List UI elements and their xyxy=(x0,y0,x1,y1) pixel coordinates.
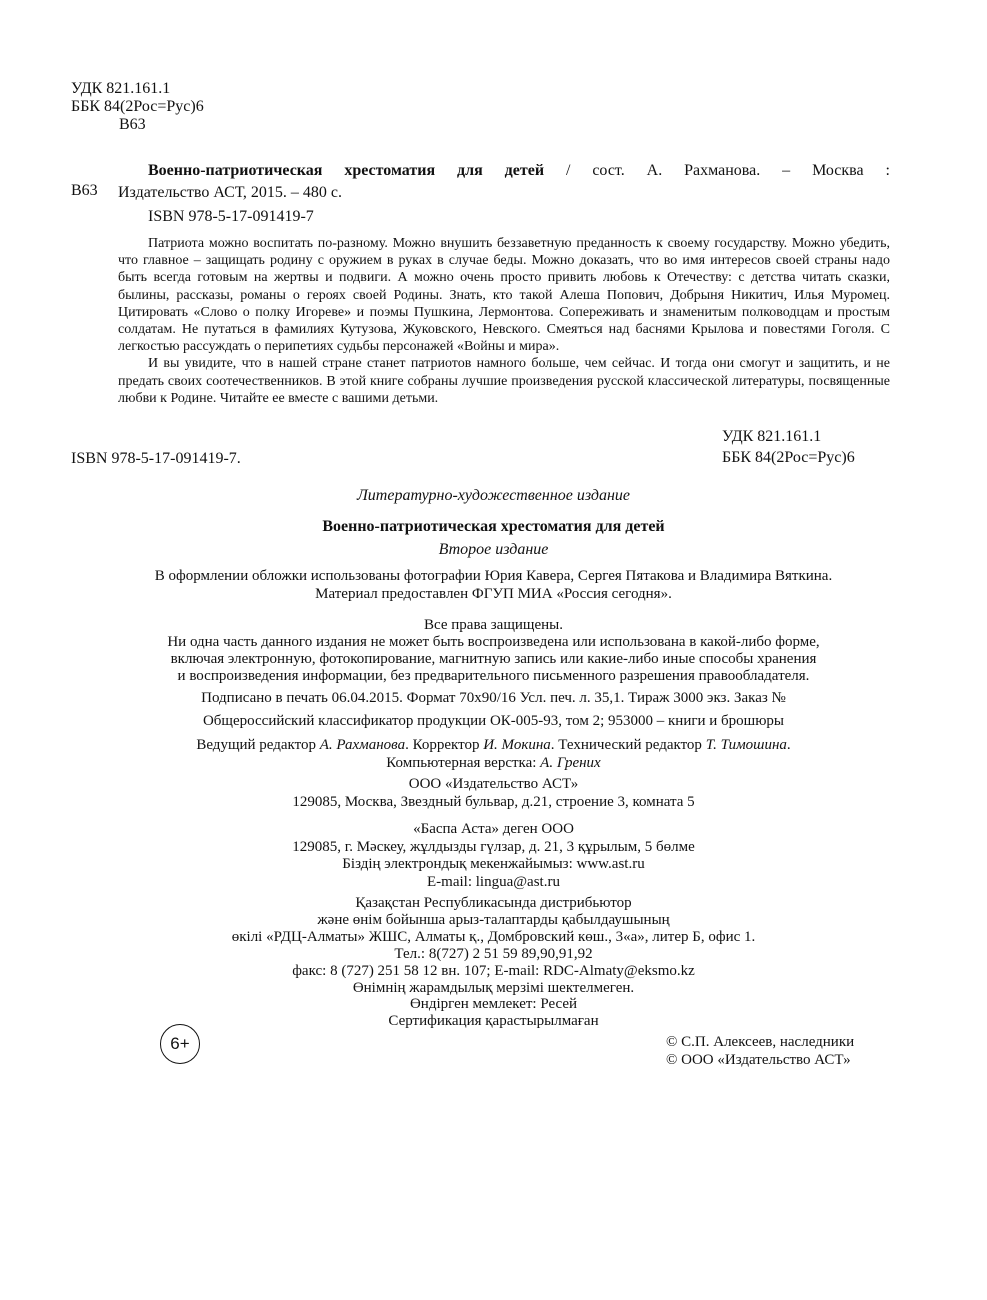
kz-publisher-line: Біздің электрондық мекенжайымыз: www.ast.ru xyxy=(342,856,645,872)
corrector-name: И. Мокина xyxy=(483,737,551,753)
bbk-code: ББК 84(2Рос=Рус)6 xyxy=(71,98,204,115)
kz-publisher xyxy=(0,821,987,891)
staff-line-layout: Компьютерная верстка: А. Грених xyxy=(386,755,601,771)
cover-note-line: Материал предоставлен ФГУП МИА «Россия сегодня». xyxy=(315,586,672,602)
rights-line: включая электронную, фотокопирование, магнитную запись или какие-либо иные способы хранения xyxy=(170,651,817,667)
edition-label: Второе издание xyxy=(438,541,549,558)
publisher-line: 129085, Москва, Звездный бульвар, д.21, строение 3, комната 5 xyxy=(292,794,695,810)
kz-publisher-line: E-mail: lingua@ast.ru xyxy=(427,873,560,890)
layout-name: А. Грених xyxy=(540,755,601,771)
record-code: В63 xyxy=(71,182,98,199)
publisher-address xyxy=(0,775,987,811)
cover-note-line: В оформлении обложки использованы фотографии Юрия Кавера, Сергея Пятакова и Владимира Вяткина. xyxy=(154,568,833,584)
author-code: В63 xyxy=(119,116,146,133)
footer-udk: УДК 821.161.1 xyxy=(722,428,822,445)
kz-distributor xyxy=(0,895,987,1030)
age-rating-badge xyxy=(160,1024,200,1064)
copyright-line: © ООО «Издательство АСТ» xyxy=(666,1052,851,1068)
tech-editor-name: Т. Тимошина xyxy=(705,737,787,753)
kz-distributor-line: өкілі «РДЦ-Алматы» ЖШС, Алматы қ., Домбровский көш., 3«а», литер Б, офис 1. xyxy=(231,928,756,945)
record-title-rest: / сост. А. Рахманова. – Москва : xyxy=(544,162,890,179)
print-info: Подписано в печать 06.04.2015. Формат 70x90/16 Усл. печ. л. 35,1. Тираж 3000 экз. Заказ № xyxy=(201,690,786,706)
classifier-info: Общероссийский классификатор продукции ОК-005-93, том 2; 953000 – книги и брошюры xyxy=(202,713,785,729)
rights-line: Все права защищены. xyxy=(424,617,563,633)
rights-notice xyxy=(0,617,987,685)
abstract-paragraph-2: И вы увидите, что в нашей стране станет патриотов намного больше, чем сейчас. И тогда они смогут и защитить, и не предать своих соотечественников. В этой книге собраны лучшие произведения русской классической литературы, посвященные любви к Родине. Читайте ее вместе с вашими детьми. xyxy=(118,356,890,406)
record-isbn: ISBN 978-5-17-091419-7 xyxy=(148,208,314,225)
kz-distributor-line: Қазақстан Республикасында дистрибьютор xyxy=(355,895,632,911)
record-title: Военно-патриотическая хрестоматия для детей xyxy=(148,162,545,179)
publisher-line: ООО «Издательство АСТ» xyxy=(408,776,579,792)
kz-distributor-line: Сертификация қарастырылмаған xyxy=(388,1013,599,1030)
age-rating-label: 6+ xyxy=(170,1034,190,1053)
copyright-block xyxy=(666,1033,854,1069)
abstract xyxy=(118,235,890,407)
bibliographic-record xyxy=(118,162,890,226)
lead-editor-name: А. Рахманова xyxy=(319,737,406,753)
footer-bbk: ББК 84(2Рос=Рус)6 xyxy=(722,449,855,466)
record-publisher-line: Издательство АСТ, 2015. – 480 с. xyxy=(118,184,343,201)
top-classification xyxy=(71,80,204,134)
kz-distributor-line: және өнім бойынша арыз-талаптарды қабылдаушының xyxy=(317,911,670,928)
genre-label: Литературно-художественное издание xyxy=(356,487,631,504)
kz-publisher-line: 129085, г. Мәскеу, жұлдызды гүлзар, д. 21, 3 құрылым, 5 бөлме xyxy=(292,838,695,855)
kz-distributor-line: Тел.: 8(727) 2 51 59 89,90,91,92 xyxy=(394,945,593,962)
rights-line: и воспроизведения информации, без предварительного письменного разрешения правообладателя. xyxy=(177,668,810,684)
udk-code: УДК 821.161.1 xyxy=(71,80,171,97)
staff-line-editors: Ведущий редактор А. Рахманова. Корректор И. Мокина. Технический редактор Т. Тимошина. xyxy=(196,737,791,753)
footer-classification xyxy=(722,428,855,467)
copyright-line: © С.П. Алексеев, наследники xyxy=(666,1034,855,1050)
kz-distributor-line: Өндірген мемлекет: Ресей xyxy=(409,996,578,1013)
cover-note xyxy=(0,567,987,603)
kz-distributor-line: Өнімнің жарамдылық мерзімі шектелмеген. xyxy=(352,979,635,996)
kz-distributor-line: факс: 8 (727) 251 58 12 вн. 107; E-mail: RDC-Almaty@eksmo.kz xyxy=(292,962,695,979)
staff-credits xyxy=(0,736,987,772)
imprint-title: Военно-патриотическая хрестоматия для детей xyxy=(322,518,665,535)
kz-publisher-line: «Баспа Аста» деген ООО xyxy=(413,821,574,837)
rights-line: Ни одна часть данного издания не может быть воспроизведена или использована в какой-либо форме, xyxy=(167,634,820,650)
record-title-line xyxy=(118,162,890,180)
abstract-paragraph-1: Патриота можно воспитать по-разному. Можно внушить беззаветную преданность к своему государству. Можно убедить, что главное – защищать родину с оружием в руках в случае беды. Можно доказать, что во имя интересов своей страны надо быть всегда готовым на жертвы и подвиги. А можно очень просто привить любовь к Отечеству: с детства читать сказки, былины, рассказы, романы о героях своей Родины. Знать, кто такой Алеша Попович, Добрыня Никитич, Илья Муромец. Цитировать «Слово о полку Игореве» и поэмы Пушкина, Лермонтова. Сопереживать и знаменитым полководцам и простым солдатам. Не путаться в фамилиях Кутузова, Жуковского, Невского. Смеяться над баснями Крылова и повестями Гоголя. С легкостью рассуждать о перипетиях судьбы персонажей «Войны и мира». xyxy=(118,236,890,355)
footer-isbn: ISBN 978-5-17-091419-7. xyxy=(71,450,241,467)
